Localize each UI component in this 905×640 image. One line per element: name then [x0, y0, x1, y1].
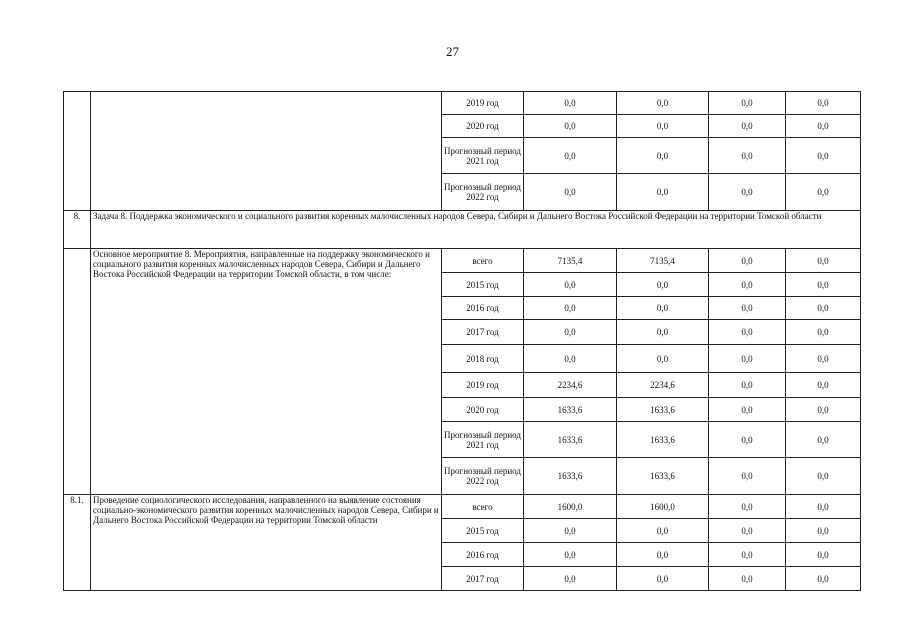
- amount-cell: 2234,6: [524, 373, 617, 398]
- amount-cell: 0,0: [524, 543, 617, 567]
- period-cell: 2015 год: [442, 519, 524, 543]
- amount-cell: 0,0: [709, 495, 786, 519]
- period-cell: всего: [442, 249, 524, 273]
- page-number: 27: [446, 44, 459, 59]
- amount-cell: 1633,6: [617, 458, 709, 495]
- table-row: [64, 249, 861, 273]
- amount-cell: 1600,0: [524, 495, 617, 519]
- amount-cell: 0,0: [709, 458, 786, 495]
- amount-cell: 2234,6: [617, 373, 709, 398]
- amount-cell: 0,0: [786, 174, 861, 211]
- amount-cell: 0,0: [786, 458, 861, 495]
- amount-cell: 1633,6: [524, 398, 617, 422]
- amount-cell: 0,0: [786, 92, 861, 115]
- measure-description: Основное мероприятие 8. Мероприятия, направленные на поддержку экономического и социального развития коренных малочисленных народов Севера, Сибири и Дальнего Востока Российской Федерации на территории Томской области, в том числе:: [91, 249, 442, 495]
- period-cell: Прогнозный период 2022 год: [442, 458, 524, 495]
- table-row: [64, 495, 861, 519]
- period-cell: 2019 год: [442, 373, 524, 398]
- period-cell: 2020 год: [442, 398, 524, 422]
- amount-cell: 0,0: [786, 249, 861, 273]
- amount-cell: 7135,4: [524, 249, 617, 273]
- amount-cell: 0,0: [786, 422, 861, 458]
- amount-cell: 0,0: [617, 519, 709, 543]
- table-body: [64, 92, 861, 591]
- amount-cell: 0,0: [524, 115, 617, 138]
- period-cell: 2019 год: [442, 92, 524, 115]
- amount-cell: 0,0: [524, 174, 617, 211]
- amount-cell: 0,0: [709, 422, 786, 458]
- amount-cell: 0,0: [786, 567, 861, 591]
- table-row: [64, 92, 861, 115]
- task-row: [64, 211, 861, 249]
- amount-cell: 0,0: [786, 297, 861, 320]
- amount-cell: 0,0: [709, 543, 786, 567]
- amount-cell: 0,0: [617, 138, 709, 174]
- amount-cell: 0,0: [709, 567, 786, 591]
- amount-cell: 0,0: [617, 543, 709, 567]
- amount-cell: 0,0: [617, 174, 709, 211]
- row-number: [64, 92, 91, 211]
- amount-cell: 0,0: [709, 174, 786, 211]
- amount-cell: 0,0: [524, 273, 617, 297]
- funding-table: [63, 91, 861, 591]
- period-cell: всего: [442, 495, 524, 519]
- amount-cell: 0,0: [786, 398, 861, 422]
- period-cell: 2017 год: [442, 567, 524, 591]
- amount-cell: 0,0: [786, 495, 861, 519]
- amount-cell: 0,0: [786, 543, 861, 567]
- amount-cell: 0,0: [617, 273, 709, 297]
- amount-cell: 0,0: [709, 138, 786, 174]
- amount-cell: 0,0: [709, 297, 786, 320]
- period-cell: 2016 год: [442, 297, 524, 320]
- amount-cell: 0,0: [709, 373, 786, 398]
- amount-cell: 0,0: [524, 519, 617, 543]
- amount-cell: 1633,6: [524, 422, 617, 458]
- amount-cell: 0,0: [524, 320, 617, 345]
- row-number: [64, 249, 91, 495]
- period-cell: 2016 год: [442, 543, 524, 567]
- amount-cell: 0,0: [786, 138, 861, 174]
- period-cell: Прогнозный период 2021 год: [442, 422, 524, 458]
- amount-cell: 7135,4: [617, 249, 709, 273]
- amount-cell: 0,0: [709, 320, 786, 345]
- amount-cell: 0,0: [709, 249, 786, 273]
- period-cell: 2020 год: [442, 115, 524, 138]
- amount-cell: 0,0: [786, 273, 861, 297]
- period-cell: Прогнозный период 2021 год: [442, 138, 524, 174]
- amount-cell: 0,0: [617, 115, 709, 138]
- amount-cell: 0,0: [709, 273, 786, 297]
- amount-cell: 0,0: [617, 297, 709, 320]
- amount-cell: 0,0: [709, 115, 786, 138]
- amount-cell: 0,0: [709, 92, 786, 115]
- amount-cell: 0,0: [786, 519, 861, 543]
- amount-cell: 0,0: [524, 92, 617, 115]
- task-number: 8.: [64, 211, 91, 249]
- amount-cell: 0,0: [786, 115, 861, 138]
- amount-cell: 0,0: [617, 345, 709, 373]
- amount-cell: 0,0: [524, 567, 617, 591]
- amount-cell: 0,0: [524, 138, 617, 174]
- amount-cell: 1633,6: [524, 458, 617, 495]
- amount-cell: 0,0: [524, 297, 617, 320]
- amount-cell: 0,0: [617, 320, 709, 345]
- measure-description: Проведение социологического исследования, направленного на выявление состояния социально-экономического развития коренных малочисленных народов Севера, Сибири и Дальнего Востока Российской Федерации на территории Томской области: [91, 495, 442, 591]
- amount-cell: 0,0: [786, 373, 861, 398]
- period-cell: 2017 год: [442, 320, 524, 345]
- period-cell: Прогнозный период 2022 год: [442, 174, 524, 211]
- period-cell: 2018 год: [442, 345, 524, 373]
- amount-cell: 0,0: [709, 345, 786, 373]
- amount-cell: 0,0: [709, 398, 786, 422]
- task-text: Задача 8. Поддержка экономического и социального развития коренных малочисленных народов Севера, Сибири и Дальнего Востока Российской Федерации на территории Томской области: [91, 211, 861, 249]
- amount-cell: 0,0: [617, 92, 709, 115]
- amount-cell: 1633,6: [617, 398, 709, 422]
- amount-cell: 0,0: [786, 320, 861, 345]
- amount-cell: 0,0: [617, 567, 709, 591]
- amount-cell: 0,0: [524, 345, 617, 373]
- row-number: 8.1.: [64, 495, 91, 591]
- period-cell: 2015 год: [442, 273, 524, 297]
- amount-cell: 1633,6: [617, 422, 709, 458]
- amount-cell: 0,0: [786, 345, 861, 373]
- amount-cell: 1600,0: [617, 495, 709, 519]
- measure-description: [91, 92, 442, 211]
- amount-cell: 0,0: [709, 519, 786, 543]
